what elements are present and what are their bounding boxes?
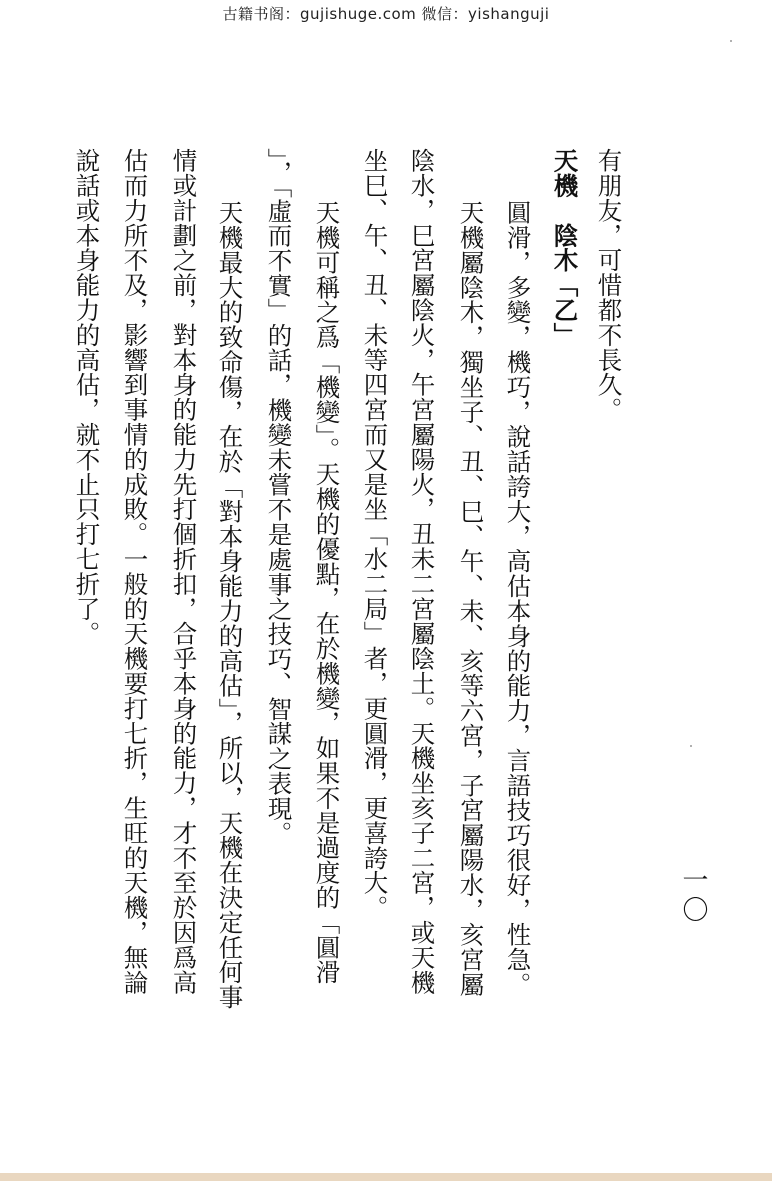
text-column-8: 」，「虛而不實」的話，機變未嘗不是處事之技巧、智謀之表現。 [264,148,294,846]
text-column-9: 天機最大的致命傷，在於「對本身能力的高估」，所以，天機在決定任何事 [215,200,245,1010]
text-column-4: 天機屬陰木，獨坐子、丑、巳、午、未、亥等六宮，子宮屬陽水，亥宮屬 [456,200,486,997]
text-column-12: 說話或本身能力的高估，就不止只打七折了。 [72,148,102,646]
scan-speck [690,745,692,747]
page-bottom-edge [0,1173,772,1181]
page-number: 一〇 [678,866,708,926]
text-column-7: 天機可稱之爲「機變」。天機的優點，在於機變，如果不是過度的「圓滑 [312,200,342,985]
text-column-3: 圓滑，多變，機巧，說話誇大，高估本身的能力，言語技巧很好，性急。 [503,200,533,997]
text-column-10: 情或計劃之前，對本身的能力先打個折扣，合乎本身的能力，才不至於因爲高 [169,148,199,995]
text-column-1: 有朋友，可惜都不長久。 [594,148,624,422]
section-heading: 天機 陰木「乙」 [550,148,580,348]
scan-speck [730,40,732,42]
text-column-11: 估而力所不及，影響到事情的成敗。一般的天機要打七折，生旺的天機，無論 [120,148,150,995]
text-column-6: 坐巳、午、丑、未等四宮而又是坐「水二局」者，更圓滑，更喜誇大。 [360,148,390,920]
watermark-header: 古籍书阁：gujishuge.com 微信：yishanguji [222,5,550,23]
text-column-5: 陰水，巳宮屬陰火，午宮屬陽火，丑未二宮屬陰土。天機坐亥子二宮，或天機 [407,148,437,995]
